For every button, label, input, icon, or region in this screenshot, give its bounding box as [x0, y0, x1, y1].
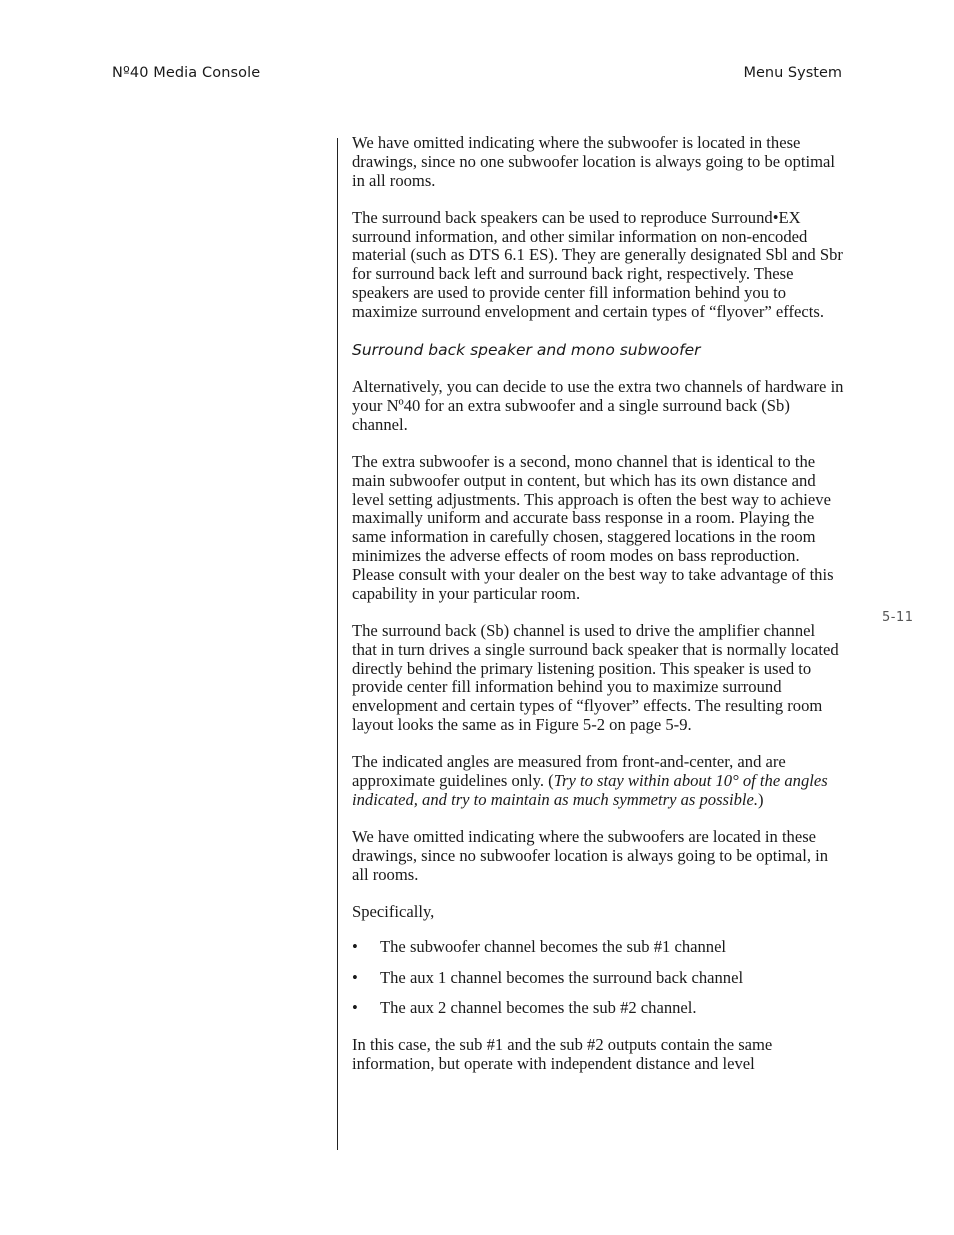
paragraph-surround-back-speakers: The surround back speakers can be used to reproduce Surround•EX surround information, and other similar information on non-encoded material (such as DTS 6.1 ES). They are generally designated Sbl and Sbr for surround back left and surround back right, respectively. These speakers are used to provide center fill information behind you to maximize surround envelopment and certain types of “flyover” effects.: [352, 207, 843, 321]
paragraph-surround-back-channel: The surround back (Sb) channel is used to drive the amplifier channel that in turn drives a single surround back speaker that is normally located directly behind the primary listening position. This speaker is used to provide center fill information behind you to maximize surround envelopment and certain types of “flyover” effects. The resulting room layout looks the same as in Figure 5-2 on page 5-9.: [352, 620, 839, 734]
body-text: [352, 134, 844, 1092]
list-item-text: The aux 2 channel becomes the sub #2 channel.: [380, 998, 697, 1018]
list-item: [352, 999, 844, 1018]
list-item: [352, 938, 844, 957]
running-header-title: Nº40 Media Console: [112, 65, 261, 81]
paragraph-alternatively: Alternatively, you can decide to use the extra two channels of hardware in your Nº40 for an extra subwoofer and a single surround back (Sb) channel.: [352, 377, 844, 434]
bullet-glyph: •: [352, 998, 358, 1018]
paragraph-subwoofers-omitted: We have omitted indicating where the subwoofers are located in these drawings, since no subwoofer location is always going to be optimal, in all rooms.: [352, 827, 829, 884]
page-number: 5-11: [882, 610, 914, 625]
running-header-section: Menu System: [743, 65, 842, 81]
margin-rule: [337, 138, 338, 1150]
list-item-text: The subwoofer channel becomes the sub #1 channel: [380, 936, 727, 956]
paragraph-extra-subwoofer: The extra subwoofer is a second, mono channel that is identical to the main subwoofer output in content, but which has its own distance and level setting adjustments. This approach is often the best way to achieve maximally uniform and accurate bass response in a room. Playing the same information in carefully chosen, staggered locations in the room minimizes the adverse effects of room modes on bass reproduction. Please consult with your dealer on the best way to take advantage of this capability in your particular room.: [352, 452, 834, 603]
angles-italic-note: Try to stay within about 10° of the angles indicated, and try to maintain as much symmetry as possible.: [352, 771, 828, 809]
list-item-text: The aux 1 channel becomes the surround back channel: [380, 967, 744, 987]
paragraph-indicated-angles: [352, 753, 844, 809]
section-heading: Surround back speaker and mono subwoofer: [352, 341, 701, 360]
bullet-glyph: •: [352, 967, 358, 987]
list-item: [352, 969, 844, 988]
angles-text-end: ): [758, 789, 764, 809]
paragraph-subwoofer-omitted: We have omitted indicating where the subwoofer is located in these drawings, since no one subwoofer location is always going to be optimal in all rooms.: [352, 133, 835, 190]
channel-mapping-list: [352, 938, 844, 1018]
angles-text: The indicated angles are measured from front-and-center, and are approximate guidelines only. (: [352, 752, 786, 791]
paragraph-in-this-case: In this case, the sub #1 and the sub #2 outputs contain the same information, but operate with independent distance and level: [352, 1035, 773, 1073]
bullet-glyph: •: [352, 936, 358, 956]
paragraph-specifically: Specifically,: [352, 902, 435, 921]
